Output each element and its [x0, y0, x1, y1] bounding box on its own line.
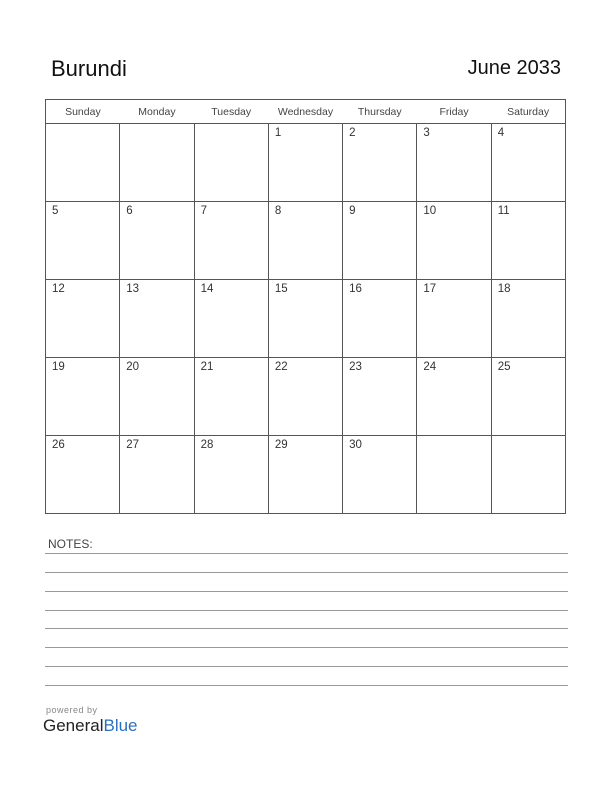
day-cell[interactable]: [268, 202, 342, 280]
day-cell[interactable]: [46, 280, 120, 358]
day-cell[interactable]: [194, 202, 268, 280]
day-number: 30: [349, 439, 362, 451]
note-line: [45, 572, 568, 573]
day-number: 21: [200, 361, 214, 373]
day-number: 20: [126, 361, 140, 373]
day-cell[interactable]: [268, 436, 342, 514]
day-cell[interactable]: [491, 280, 565, 358]
day-cell[interactable]: [194, 358, 268, 436]
weekday-thursday: Thursday: [343, 100, 417, 124]
day-number: 5: [52, 205, 59, 217]
day-cell[interactable]: [120, 280, 194, 358]
day-number: 19: [52, 361, 65, 373]
day-number: 28: [200, 439, 214, 451]
day-cell[interactable]: [46, 436, 120, 514]
powered-by-text: powered by: [46, 705, 98, 715]
brand-blue: Blue: [103, 716, 138, 735]
day-number: 2: [349, 127, 356, 139]
day-cell[interactable]: [343, 202, 417, 280]
day-number: 3: [423, 127, 430, 139]
country-title: Burundi: [51, 56, 127, 81]
weekday-saturday: Saturday: [491, 100, 565, 124]
weekday-wednesday: Wednesday: [268, 100, 342, 124]
note-line: [45, 685, 568, 686]
calendar-grid: [45, 99, 566, 514]
day-number: 1: [274, 127, 282, 139]
day-cell[interactable]: [417, 202, 491, 280]
day-cell[interactable]: [491, 436, 565, 514]
day-number: 6: [126, 205, 133, 217]
day-cell[interactable]: [194, 280, 268, 358]
day-number: 10: [423, 205, 437, 217]
day-number: [120, 124, 193, 127]
day-cell[interactable]: [194, 436, 268, 514]
day-number: 12: [52, 283, 65, 295]
note-line: [45, 610, 568, 611]
day-number: 16: [349, 283, 362, 295]
day-cell[interactable]: [417, 358, 491, 436]
brand-general: General: [43, 716, 104, 735]
day-number: [492, 436, 565, 439]
note-line: [45, 666, 568, 667]
day-cell[interactable]: [194, 124, 268, 202]
day-number: 7: [200, 205, 207, 217]
day-cell[interactable]: [46, 124, 120, 202]
day-number: 29: [274, 439, 288, 451]
day-cell[interactable]: [46, 202, 120, 280]
weekday-sunday: Sunday: [46, 100, 120, 124]
day-number: 4: [497, 127, 505, 139]
day-cell[interactable]: [491, 358, 565, 436]
note-line: [45, 628, 568, 629]
day-cell[interactable]: [120, 358, 194, 436]
day-cell[interactable]: [120, 436, 194, 514]
weekday-monday: Monday: [120, 100, 194, 124]
week-row: [46, 280, 566, 358]
day-cell[interactable]: [268, 280, 342, 358]
week-row: [46, 358, 566, 436]
day-cell[interactable]: [417, 280, 491, 358]
day-cell[interactable]: [268, 358, 342, 436]
day-cell[interactable]: [491, 124, 565, 202]
day-number: 11: [497, 205, 510, 217]
day-cell[interactable]: [268, 124, 342, 202]
day-number: 17: [423, 283, 437, 295]
week-row: [46, 202, 566, 280]
day-number: [195, 124, 268, 127]
day-cell[interactable]: [491, 202, 565, 280]
week-row: [46, 124, 566, 202]
note-line: [45, 553, 568, 554]
day-number: [417, 436, 490, 439]
day-number: 14: [200, 283, 214, 295]
month-year-title: June 2033: [467, 57, 561, 79]
day-number: 24: [423, 361, 437, 373]
day-cell[interactable]: [343, 280, 417, 358]
weekday-friday: Friday: [417, 100, 491, 124]
note-line: [45, 591, 568, 592]
day-number: 23: [349, 361, 362, 373]
day-number: 26: [52, 439, 65, 451]
note-line: [45, 647, 568, 648]
day-number: 27: [126, 439, 140, 451]
day-number: 13: [126, 283, 140, 295]
day-cell[interactable]: [120, 124, 194, 202]
day-cell[interactable]: [343, 358, 417, 436]
day-number: 18: [497, 283, 511, 295]
day-number: 25: [497, 361, 511, 373]
day-cell[interactable]: [343, 124, 417, 202]
weekday-tuesday: Tuesday: [194, 100, 268, 124]
day-cell[interactable]: [120, 202, 194, 280]
day-cell[interactable]: [46, 358, 120, 436]
day-cell[interactable]: [343, 436, 417, 514]
day-number: 15: [274, 283, 288, 295]
notes-label: NOTES:: [48, 537, 93, 551]
day-number: 22: [274, 361, 288, 373]
day-number: 9: [349, 205, 356, 217]
weekday-header-row: [46, 100, 566, 124]
day-cell[interactable]: [417, 436, 491, 514]
day-number: 8: [274, 205, 282, 217]
day-cell[interactable]: [417, 124, 491, 202]
day-number: [46, 124, 119, 127]
week-row: [46, 436, 566, 514]
brand-logo: [43, 716, 138, 736]
